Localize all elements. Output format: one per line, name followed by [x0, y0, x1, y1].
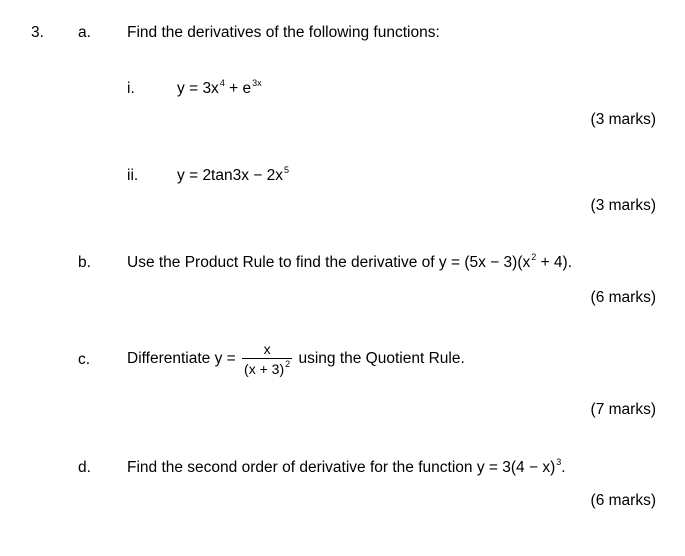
b-factor2-open: (x	[517, 254, 531, 271]
a-ii-term1: 2tan3x	[202, 167, 249, 184]
part-a-ii-marks: (3 marks)	[590, 197, 656, 214]
b-y: y	[438, 254, 447, 271]
a-i-exp2: 3x	[252, 78, 262, 88]
d-inner: (4 − x)	[510, 459, 556, 476]
a-i-plus: +	[229, 80, 239, 97]
a-i-y: y	[177, 80, 185, 97]
b-factor2-close: + 4)	[536, 254, 568, 271]
a-ii-minus: −	[253, 167, 263, 184]
part-a-i-equation	[177, 80, 262, 98]
d-equals: =	[488, 459, 498, 476]
part-c-after: using the Quotient Rule.	[298, 350, 465, 368]
part-a-label: a.	[78, 24, 91, 41]
a-i-exp1: 4	[219, 78, 225, 88]
a-ii-y: y	[177, 167, 185, 184]
c-fraction	[242, 341, 292, 377]
part-d-marks: (6 marks)	[590, 492, 656, 509]
c-denominator-exp: 2	[285, 359, 291, 369]
part-c-label: c.	[78, 351, 91, 368]
d-coef: 3	[502, 459, 511, 476]
b-factor1: (5x − 3)	[464, 254, 518, 271]
part-c-line	[127, 341, 465, 377]
part-b-label: b.	[78, 254, 91, 271]
a-ii-term2: 2x	[266, 167, 284, 184]
part-b-line	[127, 254, 572, 272]
b-factor2-exp: 2	[531, 252, 537, 262]
part-a-i-label: i.	[127, 80, 135, 97]
a-i-base2: e	[242, 80, 252, 97]
c-y: y	[214, 350, 223, 368]
part-b-equation	[439, 254, 572, 271]
c-equals: =	[226, 350, 236, 368]
question-number: 3.	[31, 24, 44, 41]
c-numerator: x	[263, 341, 271, 357]
part-c-text: Differentiate	[127, 350, 211, 368]
part-d-equation	[477, 459, 566, 476]
a-i-equals: =	[189, 80, 199, 97]
part-c-marks: (7 marks)	[590, 401, 656, 418]
part-a-ii-equation	[177, 167, 289, 185]
part-a-i-marks: (3 marks)	[590, 111, 656, 128]
b-period: .	[567, 254, 573, 271]
part-b-marks: (6 marks)	[590, 289, 656, 306]
part-b-text: Use the Product Rule to find the derivative of	[127, 254, 435, 271]
part-d-line	[127, 459, 566, 477]
part-a-text: Find the derivatives of the following functions:	[127, 24, 440, 41]
d-y: y	[476, 459, 485, 476]
part-d-label: d.	[78, 459, 91, 476]
c-denominator	[242, 358, 292, 377]
a-ii-exp2: 5	[284, 165, 290, 175]
part-a-ii-label: ii.	[127, 167, 139, 184]
a-i-term1: 3x	[202, 80, 219, 97]
part-d-text: Find the second order of derivative for the function	[127, 459, 473, 476]
c-denominator-base: (x + 3)	[244, 361, 285, 377]
d-period: .	[561, 459, 566, 476]
b-equals: =	[450, 254, 461, 271]
a-ii-equals: =	[189, 167, 199, 184]
d-exp: 3	[556, 457, 562, 467]
